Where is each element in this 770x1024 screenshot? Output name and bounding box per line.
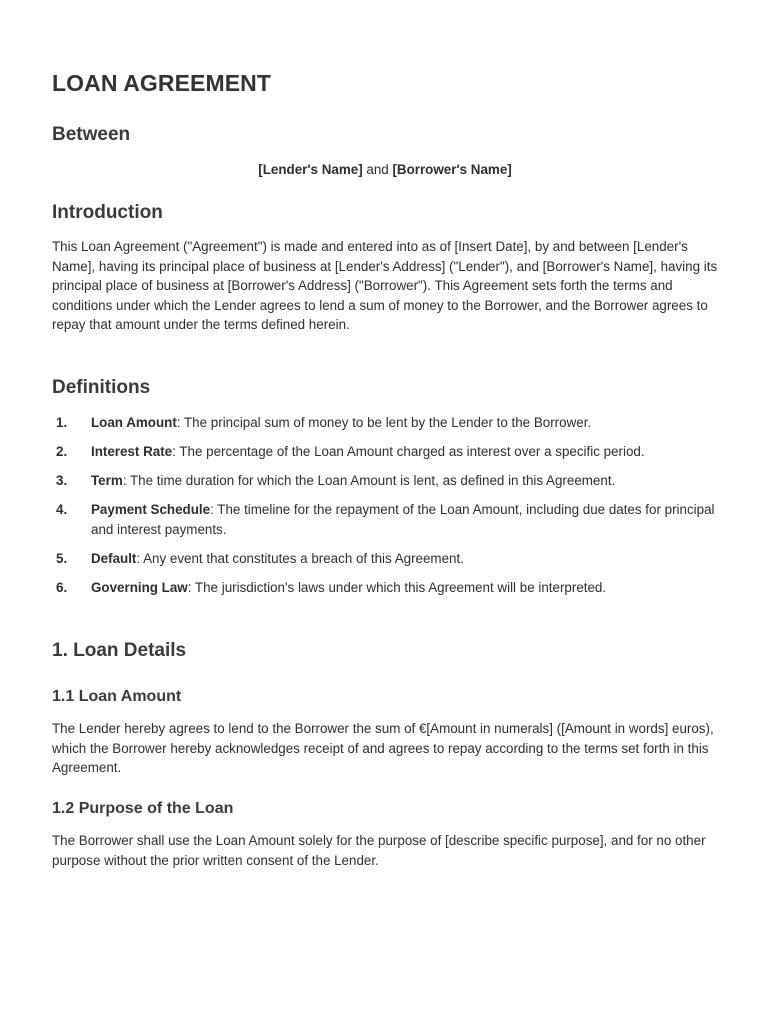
definition-number: 4. <box>56 501 68 517</box>
definition-term: Governing Law <box>91 579 188 595</box>
parties-connector: and <box>362 162 393 177</box>
definition-term: Loan Amount <box>91 415 177 430</box>
definition-item <box>52 471 724 491</box>
definition-text: : The time duration for which the Loan Amount is lent, as defined in this Agreement. <box>122 472 616 488</box>
definition-number: 2. <box>56 443 68 459</box>
parties-line <box>0 160 770 179</box>
document-title: LOAN AGREEMENT <box>52 70 272 96</box>
loan-amount-text: The Lender hereby agrees to lend to the Borrower the sum of €[Amount in numerals] ([Amount in words] euros), which the Borrower hereby acknowledges receipt of and agrees to repay according to the terms set forth in this Agreement. <box>52 721 714 776</box>
definitions-list <box>52 413 724 607</box>
definition-text: : Any event that constitutes a breach of this Agreement. <box>136 550 464 566</box>
introduction-heading: Introduction <box>52 202 163 223</box>
lender-name: [Lender's Name] <box>258 162 363 177</box>
loan-amount-heading: 1.1 Loan Amount <box>52 688 182 705</box>
definition-term: Term <box>91 472 123 488</box>
definition-item <box>52 413 724 433</box>
definition-term: Payment Schedule <box>91 501 211 517</box>
definition-term: Interest Rate <box>91 443 173 459</box>
borrower-name: [Borrower's Name] <box>392 162 512 177</box>
definition-item <box>52 578 724 598</box>
definition-item <box>52 549 724 569</box>
definitions-heading: Definitions <box>52 377 151 398</box>
definition-item <box>52 442 724 462</box>
definition-text: : The timeline for the repayment of the Loan Amount, including due dates for principal and interest payments. <box>91 501 715 537</box>
loan-purpose-text: The Borrower shall use the Loan Amount solely for the purpose of [describe specific purpose], and for no other purpose without the prior written consent of the Lender. <box>52 833 706 868</box>
introduction-text: This Loan Agreement ("Agreement") is made and entered into as of [Insert Date], by and between [Lender's Name], having its principal place of business at [Lender's Address] ("Lender"), and [Borrower's Name], having its principal place of business at [Borrower's Address] ("Borrower"). This Agreement sets forth the terms and conditions under which the Lender agrees to lend a sum of money to the Borrower, and the Borrower agrees to repay that amount under the terms defined herein. <box>52 239 718 333</box>
loan-purpose-heading: 1.2 Purpose of the Loan <box>52 800 234 817</box>
definition-text: : The principal sum of money to be lent by the Lender to the Borrower. <box>176 415 592 430</box>
definition-number: 3. <box>56 472 68 488</box>
definition-term: Default <box>91 550 137 566</box>
loan-details-heading: 1. Loan Details <box>52 640 187 661</box>
definition-number: 5. <box>56 550 68 566</box>
definition-number: 1. <box>56 415 68 430</box>
between-heading: Between <box>52 124 131 145</box>
definition-text: : The percentage of the Loan Amount charged as interest over a specific period. <box>172 443 645 459</box>
definition-text: : The jurisdiction's laws under which this Agreement will be interpreted. <box>187 579 607 595</box>
definition-number: 6. <box>56 579 68 595</box>
definition-item <box>52 500 724 539</box>
